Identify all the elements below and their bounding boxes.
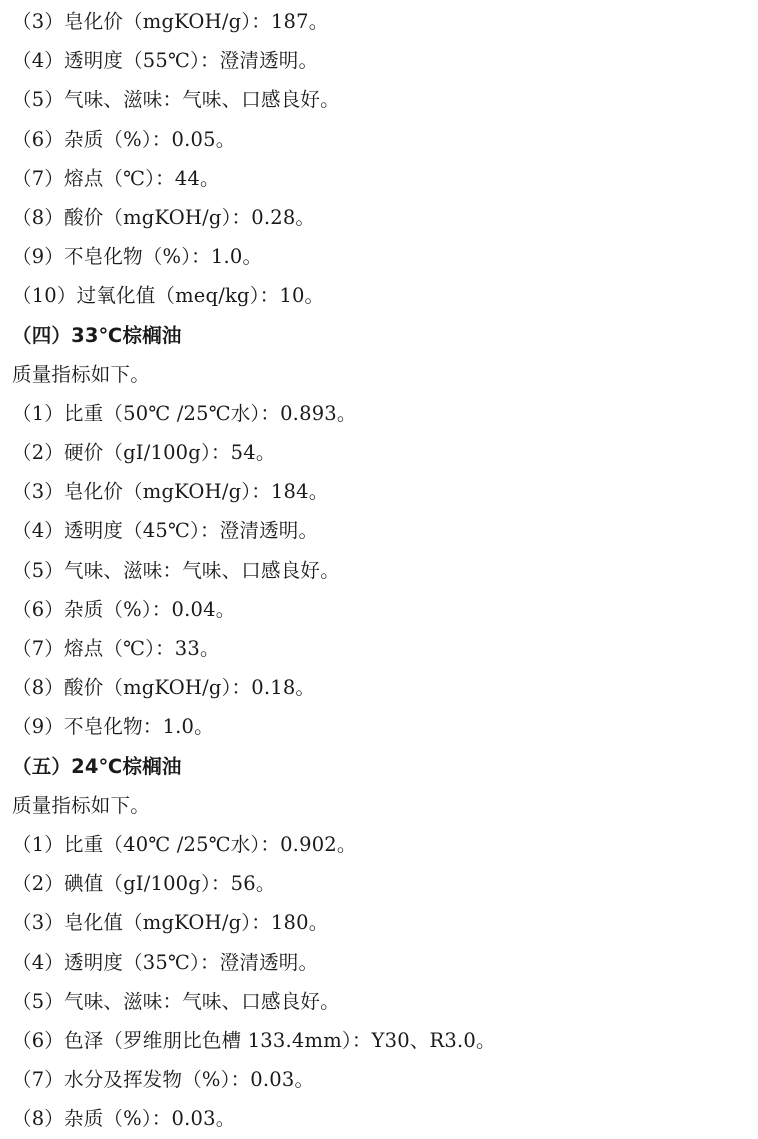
text-line: （4）透明度（45℃）：澄清透明。 <box>12 519 319 543</box>
text-line: （9）不皂化物：1.0。 <box>12 715 214 739</box>
text-line: （7）熔点（℃）：33。 <box>12 637 220 660</box>
text-line: （8）酸价（mgKOH/g）：0.28。 <box>12 205 316 229</box>
text-line: （1）比重（40℃ /25℃水）：0.902。 <box>12 832 357 856</box>
text-line: （5）气味、滋味：气味、口感良好。 <box>12 989 340 1013</box>
text-line: （5）气味、滋味：气味、口感良好。 <box>12 88 340 112</box>
text-line: （4）透明度（55℃）：澄清透明。 <box>12 49 319 73</box>
text-line: 质量指标如下。 <box>12 362 150 386</box>
text-line: （3）皂化价（mgKOH/g）：184。 <box>12 480 329 504</box>
text-line: （1）比重（50℃ /25℃水）：0.893。 <box>12 401 357 425</box>
text-line: （6）杂质（%）：0.04。 <box>12 597 236 621</box>
text-line: （8）酸价（mgKOH/g）：0.18。 <box>12 676 316 700</box>
text-line: （7）熔点（℃）：44。 <box>12 166 220 190</box>
text-line: （10）过氧化值（meq/kg）：10。 <box>12 284 325 308</box>
section-heading: （四）33℃棕榈油 <box>12 323 182 347</box>
text-line: （2）碘值（gI/100g）：56。 <box>12 872 276 896</box>
text-line: 质量指标如下。 <box>12 793 150 817</box>
text-line: （5）气味、滋味：气味、口感良好。 <box>12 558 340 582</box>
section-heading: （五）24℃棕榈油 <box>12 754 182 778</box>
text-line: （3）皂化值（mgKOH/g）：180。 <box>12 911 329 935</box>
text-line: （7）水分及挥发物（%）：0.03。 <box>12 1068 315 1092</box>
document-page <box>12 2 746 1139</box>
text-line: （6）杂质（%）：0.05。 <box>12 127 236 151</box>
text-line: （2）硬价（gI/100g）：54。 <box>12 441 276 465</box>
text-line: （4）透明度（35℃）：澄清透明。 <box>12 950 319 974</box>
text-line: （3）皂化价（mgKOH/g）：187。 <box>12 10 329 33</box>
text-line: （9）不皂化物（%）：1.0。 <box>12 245 263 269</box>
text-line: （6）色泽（罗维朋比色槽 133.4mm）：Y30、R3.0。 <box>12 1028 496 1052</box>
text-line: （8）杂质（%）：0.03。 <box>12 1107 236 1131</box>
